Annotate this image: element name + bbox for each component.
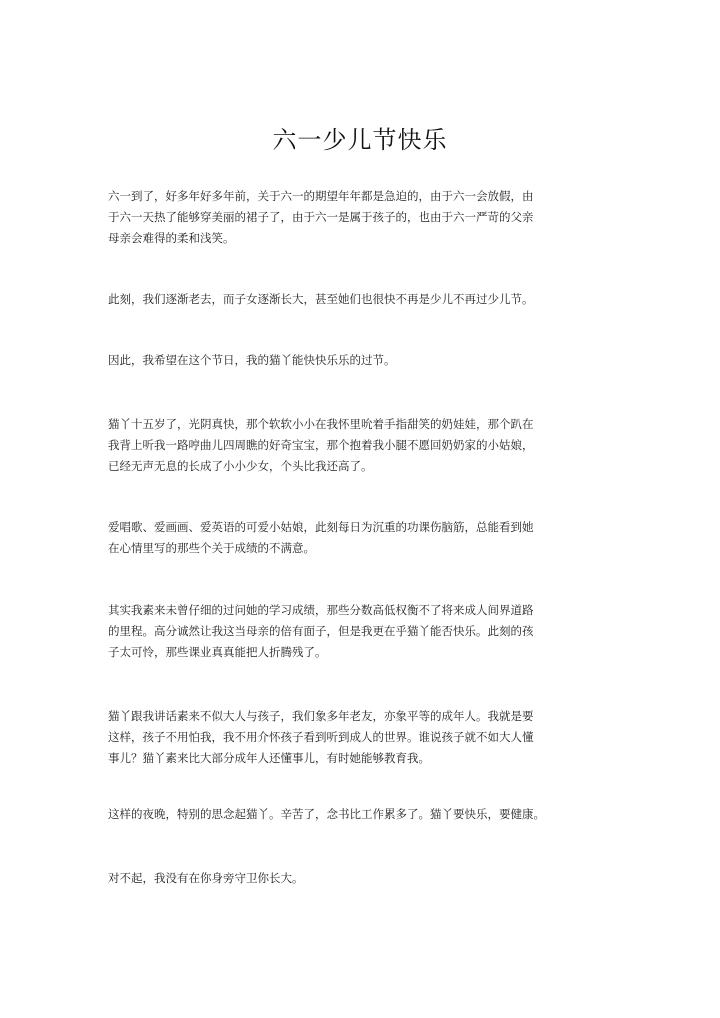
paragraph-line: 在心情里写的那些个关于成绩的不满意。 [108,541,315,555]
paragraph-line: 事儿？猫丫素来比大部分成年人还懂事儿，有时她能够教育我。 [108,751,430,765]
paragraph-line: 猫丫跟我讲话素来不似大人与孩子，我们象多年老友，亦象平等的成年人。我就是要 [108,709,534,723]
paragraph-line: 于六一天热了能够穿美丽的裙子了，由于六一是属于孩子的，也由于六一严苛的父亲 [108,210,534,224]
paragraph-1 [108,186,578,249]
paragraph-line: 的里程。高分诚然让我这当母亲的倍有面子，但是我更在乎猫丫能否快乐。此刻的孩 [108,624,534,638]
paragraph-8 [108,804,578,825]
paragraph-3 [108,350,578,371]
paragraph-line: 爱唱歌、爱画画、爱英语的可爱小姑娘，此刻每日为沉重的功课伤脑筋，总能看到她 [108,520,534,534]
paragraph-2 [108,289,578,310]
paragraph-7 [108,706,578,769]
paragraph-line: 已经无声无息的长成了小小少女，个头比我还高了。 [108,459,373,473]
paragraph-line: 这样的夜晚，特别的思念起猫丫。辛苦了，念书比工作累多了。猫丫要快乐，要健康。 [108,807,545,821]
paragraph-line: 六一到了，好多年好多年前，关于六一的期望年年都是急迫的，由于六一会放假，由 [108,189,534,203]
paragraph-line: 我背上听我一路哼曲儿四周瞧的好奇宝宝，那个抱着我小腿不愿回奶奶家的小姑娘， [108,438,534,452]
paragraph-5 [108,517,578,559]
paragraph-line: 猫丫十五岁了，光阴真快，那个软软小小在我怀里吮着手指甜笑的奶娃娃，那个趴在 [108,417,534,431]
paragraph-line: 母亲会难得的柔和浅笑。 [108,231,235,245]
page-title: 六一少儿节快乐 [272,126,448,154]
paragraph-line: 因此，我希望在这个节日，我的猫丫能快快乐乐的过节。 [108,353,396,367]
paragraph-6 [108,600,578,663]
paragraph-line: 子太可怜，那些课业真真能把人折腾残了。 [108,645,327,659]
paragraph-line: 对不起，我没有在你身旁守卫你长大。 [108,871,304,885]
paragraph-line: 其实我素来未曾仔细的过问她的学习成绩，那些分数高低权衡不了将来成人间界道路 [108,603,534,617]
paragraph-4 [108,414,578,477]
paragraph-line: 此刻，我们逐渐老去，而子女逐渐长大，甚至她们也很快不再是少儿不再过少儿节。 [108,292,534,306]
paragraph-line: 这样，孩子不用怕我，我不用介怀孩子看到听到成人的世界。谁说孩子就不如大人懂 [108,730,534,744]
paragraph-9 [108,868,578,889]
